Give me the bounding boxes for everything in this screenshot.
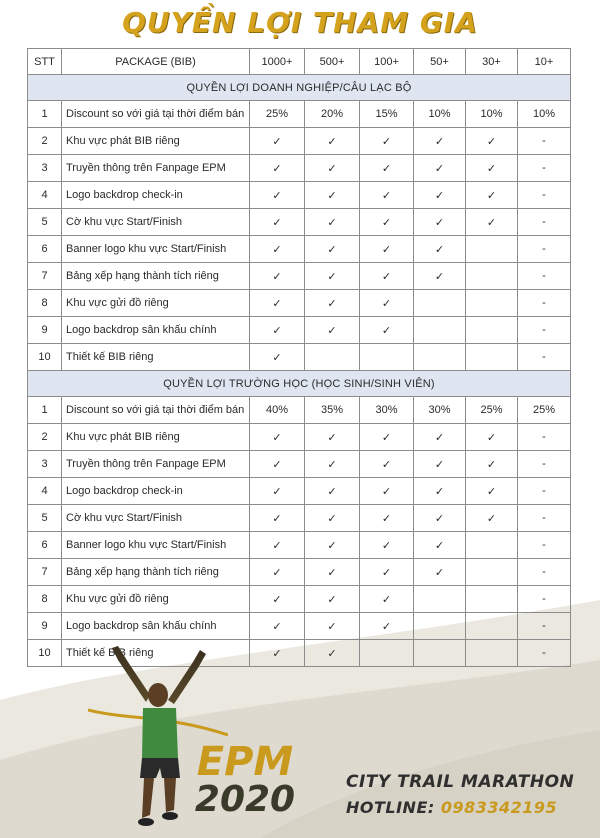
table-row bbox=[28, 182, 571, 209]
row-number: 1 bbox=[28, 397, 62, 424]
value-cell bbox=[414, 317, 466, 344]
column-header: 500+ bbox=[305, 49, 360, 75]
benefit-name: Cờ khu vực Start/Finish bbox=[62, 505, 250, 532]
check-icon: ✓ bbox=[466, 424, 518, 451]
table-row bbox=[28, 263, 571, 290]
row-number: 7 bbox=[28, 263, 62, 290]
table-row bbox=[28, 586, 571, 613]
epm-logo-line2: 2020 bbox=[194, 779, 296, 820]
benefit-name: Bảng xếp hạng thành tích riêng bbox=[62, 263, 250, 290]
dash-cell: - bbox=[518, 263, 571, 290]
value-cell: 10% bbox=[466, 101, 518, 128]
row-number: 7 bbox=[28, 559, 62, 586]
value-cell bbox=[466, 263, 518, 290]
benefit-name: Bảng xếp hạng thành tích riêng bbox=[62, 559, 250, 586]
benefit-name: Khu vực gửi đồ riêng bbox=[62, 586, 250, 613]
value-cell bbox=[466, 640, 518, 667]
benefit-name: Khu vực phát BIB riêng bbox=[62, 128, 250, 155]
value-cell bbox=[466, 559, 518, 586]
column-header: 100+ bbox=[360, 49, 414, 75]
check-icon: ✓ bbox=[360, 317, 414, 344]
check-icon: ✓ bbox=[250, 505, 305, 532]
value-cell bbox=[466, 317, 518, 344]
check-icon: ✓ bbox=[250, 263, 305, 290]
check-icon: ✓ bbox=[305, 236, 360, 263]
check-icon: ✓ bbox=[250, 290, 305, 317]
row-number: 6 bbox=[28, 532, 62, 559]
check-icon: ✓ bbox=[466, 182, 518, 209]
check-icon: ✓ bbox=[360, 505, 414, 532]
check-icon: ✓ bbox=[305, 505, 360, 532]
table-row bbox=[28, 478, 571, 505]
section-header-row bbox=[28, 371, 571, 397]
table-row bbox=[28, 290, 571, 317]
table-row bbox=[28, 344, 571, 371]
value-cell: 15% bbox=[360, 101, 414, 128]
dash-cell: - bbox=[518, 424, 571, 451]
check-icon: ✓ bbox=[305, 451, 360, 478]
check-icon: ✓ bbox=[414, 182, 466, 209]
check-icon: ✓ bbox=[250, 182, 305, 209]
column-header: 10+ bbox=[518, 49, 571, 75]
check-icon: ✓ bbox=[250, 478, 305, 505]
value-cell bbox=[466, 586, 518, 613]
row-number: 4 bbox=[28, 182, 62, 209]
check-icon: ✓ bbox=[414, 478, 466, 505]
value-cell bbox=[305, 344, 360, 371]
check-icon: ✓ bbox=[305, 317, 360, 344]
benefit-name: Logo backdrop check-in bbox=[62, 478, 250, 505]
value-cell: 35% bbox=[305, 397, 360, 424]
value-cell bbox=[360, 344, 414, 371]
check-icon: ✓ bbox=[250, 128, 305, 155]
check-icon: ✓ bbox=[305, 128, 360, 155]
benefit-name: Truyền thông trên Fanpage EPM bbox=[62, 451, 250, 478]
value-cell: 10% bbox=[414, 101, 466, 128]
value-cell bbox=[466, 613, 518, 640]
benefit-name: Logo backdrop check-in bbox=[62, 182, 250, 209]
value-cell bbox=[466, 344, 518, 371]
benefit-name: Discount so với giá tại thời điểm bán bbox=[62, 101, 250, 128]
row-number: 1 bbox=[28, 101, 62, 128]
check-icon: ✓ bbox=[414, 128, 466, 155]
row-number: 9 bbox=[28, 317, 62, 344]
check-icon: ✓ bbox=[360, 236, 414, 263]
brand-block bbox=[346, 772, 574, 817]
row-number: 8 bbox=[28, 586, 62, 613]
check-icon: ✓ bbox=[414, 505, 466, 532]
benefit-name: Thiết kế BIB riêng bbox=[62, 344, 250, 371]
check-icon: ✓ bbox=[414, 236, 466, 263]
check-icon: ✓ bbox=[305, 155, 360, 182]
table-row bbox=[28, 451, 571, 478]
hotline-number[interactable]: 0983342195 bbox=[440, 798, 558, 817]
check-icon: ✓ bbox=[414, 451, 466, 478]
benefit-name: Thiết kế BIB riêng bbox=[62, 640, 250, 667]
row-number: 6 bbox=[28, 236, 62, 263]
hotline-label: HOTLINE: bbox=[346, 798, 435, 817]
table-row bbox=[28, 209, 571, 236]
check-icon: ✓ bbox=[466, 155, 518, 182]
value-cell bbox=[414, 640, 466, 667]
column-header: PACKAGE (BIB) bbox=[62, 49, 250, 75]
check-icon: ✓ bbox=[305, 263, 360, 290]
check-icon: ✓ bbox=[360, 182, 414, 209]
dash-cell: - bbox=[518, 155, 571, 182]
row-number: 8 bbox=[28, 290, 62, 317]
value-cell: 30% bbox=[414, 397, 466, 424]
table-row bbox=[28, 236, 571, 263]
table-header-row bbox=[28, 49, 571, 75]
check-icon: ✓ bbox=[466, 209, 518, 236]
check-icon: ✓ bbox=[360, 424, 414, 451]
section-header-row bbox=[28, 75, 571, 101]
row-number: 4 bbox=[28, 478, 62, 505]
check-icon: ✓ bbox=[305, 586, 360, 613]
check-icon: ✓ bbox=[466, 505, 518, 532]
benefit-name: Khu vực gửi đồ riêng bbox=[62, 290, 250, 317]
check-icon: ✓ bbox=[414, 155, 466, 182]
benefit-name: Discount so với giá tại thời điểm bán bbox=[62, 397, 250, 424]
check-icon: ✓ bbox=[305, 478, 360, 505]
dash-cell: - bbox=[518, 613, 571, 640]
benefit-name: Logo backdrop sân khấu chính bbox=[62, 317, 250, 344]
check-icon: ✓ bbox=[305, 613, 360, 640]
dash-cell: - bbox=[518, 236, 571, 263]
value-cell bbox=[414, 586, 466, 613]
check-icon: ✓ bbox=[250, 424, 305, 451]
dash-cell: - bbox=[518, 640, 571, 667]
check-icon: ✓ bbox=[250, 344, 305, 371]
table-row bbox=[28, 128, 571, 155]
dash-cell: - bbox=[518, 478, 571, 505]
value-cell bbox=[360, 640, 414, 667]
value-cell: 40% bbox=[250, 397, 305, 424]
check-icon: ✓ bbox=[466, 451, 518, 478]
check-icon: ✓ bbox=[360, 613, 414, 640]
check-icon: ✓ bbox=[414, 424, 466, 451]
dash-cell: - bbox=[518, 344, 571, 371]
value-cell bbox=[414, 344, 466, 371]
hotline bbox=[346, 798, 574, 817]
value-cell bbox=[414, 613, 466, 640]
section-title: QUYỀN LỢI TRƯỜNG HỌC (HỌC SINH/SINH VIÊN) bbox=[28, 371, 571, 397]
benefit-name: Khu vực phát BIB riêng bbox=[62, 424, 250, 451]
dash-cell: - bbox=[518, 586, 571, 613]
benefit-name: Logo backdrop sân khấu chính bbox=[62, 613, 250, 640]
table-row bbox=[28, 505, 571, 532]
dash-cell: - bbox=[518, 559, 571, 586]
benefits-table bbox=[27, 48, 571, 667]
check-icon: ✓ bbox=[360, 209, 414, 236]
check-icon: ✓ bbox=[360, 559, 414, 586]
check-icon: ✓ bbox=[305, 559, 360, 586]
column-header: STT bbox=[28, 49, 62, 75]
row-number: 2 bbox=[28, 128, 62, 155]
check-icon: ✓ bbox=[414, 209, 466, 236]
check-icon: ✓ bbox=[466, 478, 518, 505]
check-icon: ✓ bbox=[250, 613, 305, 640]
check-icon: ✓ bbox=[360, 263, 414, 290]
check-icon: ✓ bbox=[250, 209, 305, 236]
check-icon: ✓ bbox=[360, 128, 414, 155]
table-row bbox=[28, 559, 571, 586]
row-number: 5 bbox=[28, 505, 62, 532]
dash-cell: - bbox=[518, 290, 571, 317]
benefit-name: Banner logo khu vực Start/Finish bbox=[62, 532, 250, 559]
check-icon: ✓ bbox=[414, 263, 466, 290]
check-icon: ✓ bbox=[250, 640, 305, 667]
check-icon: ✓ bbox=[414, 559, 466, 586]
table-row bbox=[28, 613, 571, 640]
dash-cell: - bbox=[518, 505, 571, 532]
value-cell bbox=[466, 290, 518, 317]
event-name: CITY TRAIL MARATHON bbox=[346, 772, 575, 792]
row-number: 10 bbox=[28, 344, 62, 371]
table-row bbox=[28, 101, 571, 128]
column-header: 50+ bbox=[414, 49, 466, 75]
check-icon: ✓ bbox=[305, 640, 360, 667]
row-number: 3 bbox=[28, 155, 62, 182]
table-row bbox=[28, 424, 571, 451]
check-icon: ✓ bbox=[414, 532, 466, 559]
value-cell bbox=[466, 236, 518, 263]
check-icon: ✓ bbox=[360, 478, 414, 505]
value-cell: 10% bbox=[518, 101, 571, 128]
dash-cell: - bbox=[518, 128, 571, 155]
row-number: 9 bbox=[28, 613, 62, 640]
value-cell: 20% bbox=[305, 101, 360, 128]
benefit-name: Truyền thông trên Fanpage EPM bbox=[62, 155, 250, 182]
check-icon: ✓ bbox=[305, 209, 360, 236]
table-row bbox=[28, 397, 571, 424]
column-header: 30+ bbox=[466, 49, 518, 75]
check-icon: ✓ bbox=[250, 317, 305, 344]
value-cell: 25% bbox=[250, 101, 305, 128]
value-cell bbox=[466, 532, 518, 559]
check-icon: ✓ bbox=[250, 236, 305, 263]
table-row bbox=[28, 317, 571, 344]
check-icon: ✓ bbox=[305, 290, 360, 317]
dash-cell: - bbox=[518, 182, 571, 209]
benefit-name: Cờ khu vực Start/Finish bbox=[62, 209, 250, 236]
table-row bbox=[28, 532, 571, 559]
check-icon: ✓ bbox=[466, 128, 518, 155]
check-icon: ✓ bbox=[360, 155, 414, 182]
check-icon: ✓ bbox=[360, 586, 414, 613]
check-icon: ✓ bbox=[305, 182, 360, 209]
check-icon: ✓ bbox=[250, 586, 305, 613]
dash-cell: - bbox=[518, 209, 571, 236]
check-icon: ✓ bbox=[305, 532, 360, 559]
check-icon: ✓ bbox=[360, 290, 414, 317]
section-title: QUYỀN LỢI DOANH NGHIỆP/CÂU LẠC BỘ bbox=[28, 75, 571, 101]
dash-cell: - bbox=[518, 317, 571, 344]
row-number: 5 bbox=[28, 209, 62, 236]
epm-logo bbox=[180, 739, 310, 820]
value-cell: 30% bbox=[360, 397, 414, 424]
benefit-name: Banner logo khu vực Start/Finish bbox=[62, 236, 250, 263]
table-row bbox=[28, 155, 571, 182]
check-icon: ✓ bbox=[360, 451, 414, 478]
check-icon: ✓ bbox=[250, 532, 305, 559]
check-icon: ✓ bbox=[305, 424, 360, 451]
row-number: 3 bbox=[28, 451, 62, 478]
dash-cell: - bbox=[518, 451, 571, 478]
value-cell bbox=[414, 290, 466, 317]
row-number: 10 bbox=[28, 640, 62, 667]
check-icon: ✓ bbox=[250, 155, 305, 182]
check-icon: ✓ bbox=[360, 532, 414, 559]
column-header: 1000+ bbox=[250, 49, 305, 75]
value-cell: 25% bbox=[466, 397, 518, 424]
dash-cell: - bbox=[518, 532, 571, 559]
check-icon: ✓ bbox=[250, 451, 305, 478]
value-cell: 25% bbox=[518, 397, 571, 424]
check-icon: ✓ bbox=[250, 559, 305, 586]
row-number: 2 bbox=[28, 424, 62, 451]
epm-logo-line1: EPM bbox=[196, 739, 294, 785]
page-title: QUYỀN LỢI THAM GIA bbox=[122, 6, 478, 39]
